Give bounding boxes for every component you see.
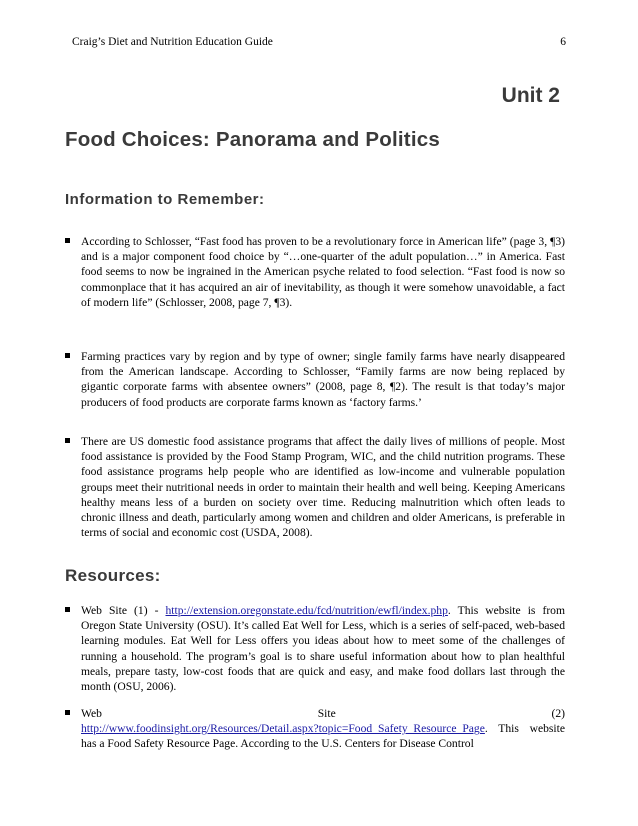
resources-list <box>65 706 565 752</box>
page-number: 6 <box>560 36 566 48</box>
info-bullet-list <box>65 349 565 410</box>
bullet-square-icon <box>65 438 70 443</box>
header-title: Craig’s Diet and Nutrition Education Guide <box>72 36 273 48</box>
bullet-square-icon <box>65 238 70 243</box>
list-item <box>65 434 565 540</box>
resources-list <box>65 603 565 694</box>
bullet-text: According to Schlosser, “Fast food has proven to be a revolutionary force in American life” (page 3, ¶3) and is a major component food choice by “…one-quarter of the adult population…” in America. Fast food seems to now be ingrained in the American psyche related to food selection. “Fast food is now so commonplace that it has acquired an air of inevitability, as though it were somehow unavoidable, a fact of modern life” (Schlosser, 2008, page 7, ¶3). <box>81 235 565 309</box>
list-item <box>65 706 565 752</box>
info-bullet-list <box>65 434 565 540</box>
resource-link-foodinsight[interactable]: http://www.foodinsight.org/Resources/Detail.aspx?topic=Food_Safety_Resource_Page <box>81 722 485 736</box>
page-header <box>72 36 566 52</box>
info-bullet-list <box>65 234 565 310</box>
list-item <box>65 603 565 694</box>
resource-link-osu[interactable]: http://extension.oregonstate.edu/fcd/nutrition/ewfl/index.php <box>165 604 448 617</box>
unit-label: Unit 2 <box>501 84 560 107</box>
resource-word: Web <box>81 707 102 720</box>
bullet-square-icon <box>65 710 70 715</box>
resource-label-line <box>81 706 565 721</box>
resources-heading: Resources: <box>65 566 161 585</box>
list-item <box>65 234 565 310</box>
bullet-square-icon <box>65 607 70 612</box>
resource-prefix: Web Site (1) - <box>81 604 166 617</box>
chapter-title: Food Choices: Panorama and Politics <box>65 128 440 151</box>
resource-description: . This website has a Food Safety Resource Page. According to the U.S. Centers for Disease Control <box>81 722 565 751</box>
resource-word: (2) <box>551 707 565 720</box>
bullet-text: Farming practices vary by region and by type of owner; single family farms have nearly disappeared from the American landscape. According to Schlosser, “Family farms are now being replaced by gigantic corporate farms with absentee owners” (2008, page 8, ¶2). The result is that today’s major producers of food products are corporate farms known as ‘factory farms.’ <box>81 350 565 409</box>
resource-description: . This website is from Oregon State University (OSU). It’s called Eat Well for Less, which is a series of self-paced, web-based learning modules. Eat Well for Less offers you ideas about how to meet some of the challenges of running a household. The program’s goal is to share useful information about how to plan healthful meals, prepare tasty, low-cost foods that are quick and easy, and make food dollars last through the month (OSU, 2006). <box>81 604 565 694</box>
bullet-square-icon <box>65 353 70 358</box>
resource-word: Site <box>317 707 336 720</box>
info-heading: Information to Remember: <box>65 191 265 208</box>
bullet-text: There are US domestic food assistance programs that affect the daily lives of millions of people. Most food assistance is provided by the Food Stamp Program, WIC, and the child nutrition programs. These food assistance programs help people who are identified as low-income and vulnerable population groups meet their nutritional needs in order to maintain their health and well being. Keeping Americans healthy means less of a burden on society over time. Reducing malnutrition which often leads to chronic illness and death, particularly among women and children and older Americans, is preferable in terms of social and economic cost (USDA, 2008). <box>81 435 565 540</box>
list-item <box>65 349 565 410</box>
